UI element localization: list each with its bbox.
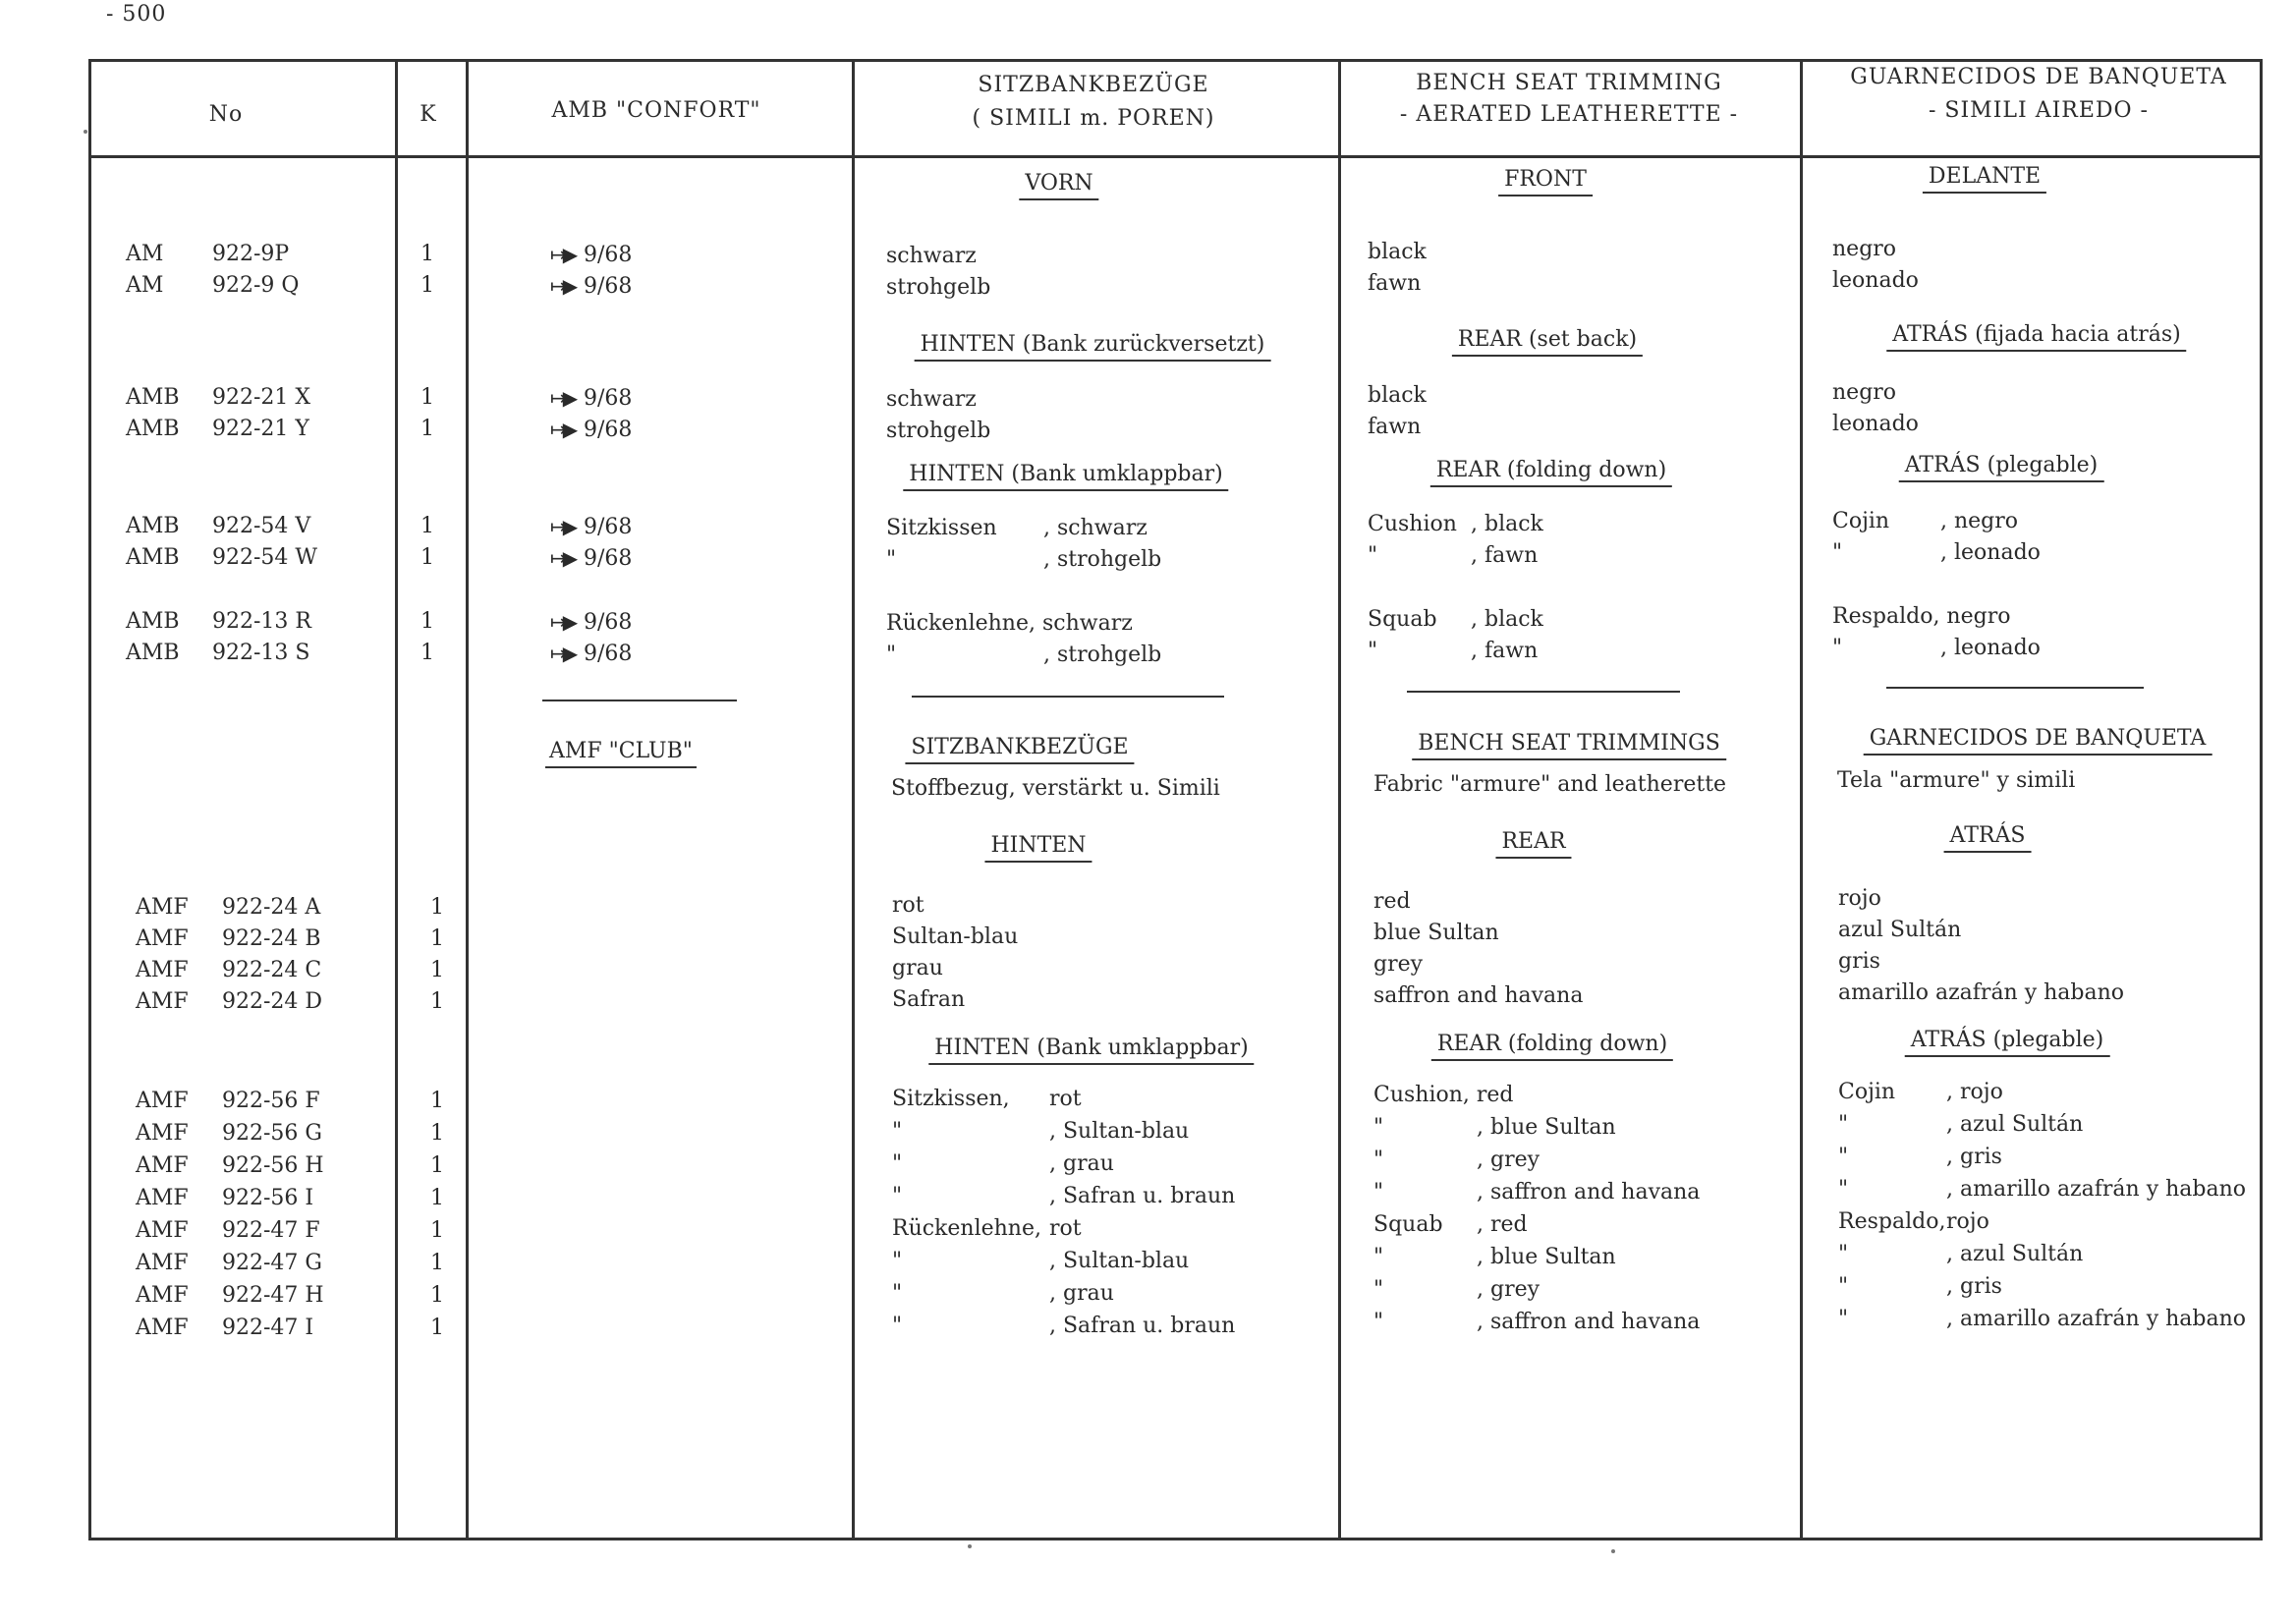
row-desc-en-b: , grey xyxy=(1477,1277,1540,1302)
row-desc-de: schwarz xyxy=(886,244,977,268)
arrow-right-icon: ↦▶ xyxy=(550,386,575,410)
col-divider-2 xyxy=(466,59,469,1540)
row-desc-de: rot xyxy=(892,893,924,918)
row-part-number: 922-47 I xyxy=(222,1316,314,1340)
row-prefix: AMF xyxy=(136,1218,189,1243)
row-desc-es: leonado xyxy=(1832,412,1919,436)
row-desc-de-b: , grau xyxy=(1049,1281,1114,1306)
heading-atras-fijada: ATRÁS (fijada hacia atrás) xyxy=(1886,322,2186,352)
row-quantity: 1 xyxy=(420,514,434,538)
header-de-1: SITZBANKBEZÜGE xyxy=(978,73,1209,97)
row-desc-en-a: Squab xyxy=(1373,1212,1443,1237)
row-part-number: 922-47 G xyxy=(222,1251,322,1275)
row-quantity: 1 xyxy=(420,545,434,570)
row-desc-es-a: Cojin xyxy=(1838,1080,1896,1104)
text-tela: Tela "armure" y simili xyxy=(1837,768,2076,793)
row-desc-en-b: , red xyxy=(1477,1212,1528,1237)
page-number: - 500 xyxy=(106,2,167,27)
row-desc-es: negro xyxy=(1832,237,1897,261)
row-part-number: 922-13 R xyxy=(212,609,311,634)
row-date-value: 9/68 xyxy=(584,418,633,442)
header-de-2: ( SIMILI m. POREN) xyxy=(972,106,1215,131)
row-prefix: AMF xyxy=(136,1186,189,1210)
header-en-2: - AERATED LEATHERETTE - xyxy=(1399,102,1739,127)
heading-atras-2: ATRÁS xyxy=(1944,823,2032,853)
row-desc-en-a: " xyxy=(1373,1245,1384,1269)
arrow-right-icon: ↦▶ xyxy=(550,610,575,634)
arrow-right-icon: ↦▶ xyxy=(550,243,575,266)
row-desc-es-b: , rojo xyxy=(1946,1080,2003,1104)
row-date-value: 9/68 xyxy=(584,386,633,411)
row-date xyxy=(550,545,632,572)
row-prefix: AMF xyxy=(136,1153,189,1178)
row-desc-en-b: , blue Sultan xyxy=(1477,1115,1616,1140)
row-desc-es: azul Sultán xyxy=(1838,918,1962,942)
row-desc-es-b: , gris xyxy=(1946,1274,2002,1299)
row-part-number: 922-56 F xyxy=(222,1089,320,1113)
row-desc-es-b: , azul Sultán xyxy=(1946,1112,2084,1137)
row-desc-de-a: " xyxy=(892,1281,903,1306)
row-desc-de: strohgelb xyxy=(886,419,991,443)
row-desc-de-a: " xyxy=(892,1151,903,1176)
row-desc-de: strohgelb xyxy=(886,275,991,300)
row-desc-de-b: , schwarz xyxy=(1043,516,1148,540)
row-desc-en-b: , fawn xyxy=(1471,639,1539,663)
heading-rear-set-back: REAR (set back) xyxy=(1452,327,1643,357)
row-desc-es-a: " xyxy=(1838,1274,1849,1299)
scan-speck xyxy=(1611,1549,1615,1553)
row-desc-de-a: " xyxy=(886,643,897,667)
arrow-right-icon: ↦▶ xyxy=(550,546,575,570)
col-divider-1 xyxy=(395,59,398,1540)
row-desc-de-a: " xyxy=(892,1184,903,1208)
row-prefix: AMB xyxy=(126,417,180,441)
row-quantity: 1 xyxy=(420,385,434,410)
row-desc-de-b: , Sultan-blau xyxy=(1049,1249,1190,1273)
header-es-1: GUARNECIDOS DE BANQUETA xyxy=(1850,65,2227,89)
row-desc-en-a: Cushion, red xyxy=(1373,1083,1514,1107)
row-desc-de-a: Rückenlehne, xyxy=(892,1216,1041,1241)
row-desc-en-a: " xyxy=(1373,1180,1384,1204)
row-desc-de-a: " xyxy=(892,1249,903,1273)
heading-atras-plegable-2: ATRÁS (plegable) xyxy=(1905,1028,2110,1057)
row-prefix: AMF xyxy=(136,926,189,951)
row-prefix: AMB xyxy=(126,545,180,570)
row-desc-de-b: rot xyxy=(1049,1216,1082,1241)
row-desc-en-a: Cushion xyxy=(1368,512,1457,536)
row-quantity: 1 xyxy=(430,958,444,982)
row-desc-en: fawn xyxy=(1368,415,1422,439)
row-part-number: 922-21 X xyxy=(212,385,311,410)
row-prefix: AMB xyxy=(126,609,180,634)
row-desc-de-b: , Sultan-blau xyxy=(1049,1119,1190,1144)
row-desc-de-a: " xyxy=(886,547,897,572)
row-part-number: 922-9P xyxy=(212,242,290,266)
row-desc-es: rojo xyxy=(1838,886,1881,911)
row-desc-en-b: , saffron and havana xyxy=(1477,1180,1701,1204)
heading-bench-2: BENCH SEAT TRIMMINGS xyxy=(1412,731,1726,760)
row-date-value: 9/68 xyxy=(584,610,633,635)
arrow-right-icon: ↦▶ xyxy=(550,418,575,441)
row-part-number: 922-56 I xyxy=(222,1186,314,1210)
heading-vorn: VORN xyxy=(1019,171,1098,200)
row-quantity: 1 xyxy=(430,1153,444,1178)
header-en-1: BENCH SEAT TRIMMING xyxy=(1416,71,1722,95)
heading-rear-fold-2: REAR (folding down) xyxy=(1431,1032,1673,1061)
row-desc-en: red xyxy=(1373,889,1411,914)
row-quantity: 1 xyxy=(430,1186,444,1210)
separator-de xyxy=(912,696,1224,698)
row-desc-es-b: , negro xyxy=(1940,509,2019,533)
row-desc-de: grau xyxy=(892,956,943,980)
row-part-number: 922-54 W xyxy=(212,545,318,570)
row-desc-en-b: , fawn xyxy=(1471,543,1539,568)
row-desc-es-a: " xyxy=(1832,636,1843,660)
row-prefix: AMF xyxy=(136,1316,189,1340)
row-date-value: 9/68 xyxy=(584,274,633,299)
heading-hinten-fold-2: HINTEN (Bank umklappbar) xyxy=(928,1036,1254,1065)
text-stoff: Stoffbezug, verstärkt u. Simili xyxy=(891,776,1220,801)
row-desc-de: Sultan-blau xyxy=(892,924,1019,949)
separator-en xyxy=(1407,691,1680,693)
row-quantity: 1 xyxy=(430,1121,444,1146)
row-prefix: AMF xyxy=(136,895,189,920)
scan-speck xyxy=(84,130,87,134)
row-part-number: 922-21 Y xyxy=(212,417,309,441)
row-quantity: 1 xyxy=(430,1251,444,1275)
heading-rear-2: REAR xyxy=(1495,829,1571,859)
row-quantity: 1 xyxy=(430,1283,444,1308)
row-part-number: 922-54 V xyxy=(212,514,311,538)
row-desc-es-b: , amarillo azafrán y habano xyxy=(1946,1177,2247,1202)
row-desc-en-b: , blue Sultan xyxy=(1477,1245,1616,1269)
row-quantity: 1 xyxy=(430,1218,444,1243)
row-desc-de-a: " xyxy=(892,1314,903,1338)
row-desc-en: blue Sultan xyxy=(1373,921,1499,945)
row-desc-en-a: Squab xyxy=(1368,607,1437,632)
row-date xyxy=(550,273,632,300)
row-prefix: AMF xyxy=(136,989,189,1014)
row-part-number: 922-24 D xyxy=(222,989,323,1014)
row-desc-es-a: " xyxy=(1838,1145,1849,1169)
row-desc-es-a: " xyxy=(1832,540,1843,565)
row-quantity: 1 xyxy=(430,1316,444,1340)
row-desc-de: schwarz xyxy=(886,387,977,412)
row-date xyxy=(550,641,632,667)
row-date xyxy=(550,417,632,443)
row-part-number: 922-24 C xyxy=(222,958,322,982)
row-desc-es-b: , leonado xyxy=(1940,540,2041,565)
heading-garnec-2: GARNECIDOS DE BANQUETA xyxy=(1864,726,2212,756)
row-desc-de-a: Sitzkissen, xyxy=(892,1087,1010,1111)
row-part-number: 922-24 B xyxy=(222,926,321,951)
row-desc-es-a: " xyxy=(1838,1177,1849,1202)
row-prefix: AMB xyxy=(126,385,180,410)
header-k: K xyxy=(420,102,437,127)
row-desc-es-a: " xyxy=(1838,1112,1849,1137)
heading-atras-plegable: ATRÁS (plegable) xyxy=(1899,453,2104,482)
row-quantity: 1 xyxy=(420,242,434,266)
row-part-number: 922-47 H xyxy=(222,1283,324,1308)
row-desc-es: gris xyxy=(1838,949,1880,974)
row-desc-en-b: , black xyxy=(1471,607,1543,632)
row-desc-es-a: Cojin xyxy=(1832,509,1890,533)
separator-es xyxy=(1886,687,2144,689)
header-model: AMB "CONFORT" xyxy=(551,98,761,123)
row-desc-es-b: , leonado xyxy=(1940,636,2041,660)
arrow-right-icon: ↦▶ xyxy=(550,642,575,665)
row-date-value: 9/68 xyxy=(584,243,633,267)
row-desc-en: black xyxy=(1368,383,1427,408)
row-date-value: 9/68 xyxy=(584,515,633,539)
row-desc-en-a: " xyxy=(1368,543,1378,568)
row-prefix: AMF xyxy=(136,1089,189,1113)
row-quantity: 1 xyxy=(430,926,444,951)
row-prefix: AMB xyxy=(126,641,180,665)
arrow-right-icon: ↦▶ xyxy=(550,515,575,538)
row-desc-es-a: Respaldo, xyxy=(1838,1209,1946,1234)
row-date-value: 9/68 xyxy=(584,642,633,666)
row-part-number: 922-9 Q xyxy=(212,273,300,298)
heading-delante: DELANTE xyxy=(1923,164,2046,194)
header-rule xyxy=(88,155,2263,158)
row-prefix: AMB xyxy=(126,514,180,538)
row-desc-en: fawn xyxy=(1368,271,1422,296)
row-desc-de-b: , strohgelb xyxy=(1043,547,1162,572)
row-prefix: AM xyxy=(126,242,164,266)
row-desc-de-b: , grau xyxy=(1049,1151,1114,1176)
row-desc-de-a: Rückenlehne, schwarz xyxy=(886,611,1133,636)
row-part-number: 922-56 G xyxy=(222,1121,322,1146)
row-desc-en-b: , grey xyxy=(1477,1148,1540,1172)
row-desc-en-a: " xyxy=(1368,639,1378,663)
row-desc-es-a: Respaldo, negro xyxy=(1832,604,2011,629)
heading-hinten-2: HINTEN xyxy=(984,833,1092,863)
row-desc-de-b: , strohgelb xyxy=(1043,643,1162,667)
row-desc-es: amarillo azafrán y habano xyxy=(1838,980,2125,1005)
row-desc-de-b: , Safran u. braun xyxy=(1049,1314,1236,1338)
row-quantity: 1 xyxy=(430,989,444,1014)
heading-hinten-fold: HINTEN (Bank umklappbar) xyxy=(903,462,1228,491)
header-es-2: - SIMILI AIREDO - xyxy=(1928,98,2150,123)
row-desc-es: leonado xyxy=(1832,268,1919,293)
col-divider-3 xyxy=(852,59,855,1540)
row-quantity: 1 xyxy=(430,1089,444,1113)
scan-speck xyxy=(968,1544,972,1548)
row-prefix: AM xyxy=(126,273,164,298)
row-desc-de: Safran xyxy=(892,987,966,1012)
row-quantity: 1 xyxy=(420,417,434,441)
row-prefix: AMF xyxy=(136,1121,189,1146)
row-date-value: 9/68 xyxy=(584,546,633,571)
row-prefix: AMF xyxy=(136,958,189,982)
row-desc-es-b: , gris xyxy=(1946,1145,2002,1169)
row-part-number: 922-13 S xyxy=(212,641,310,665)
row-quantity: 1 xyxy=(420,641,434,665)
row-prefix: AMF xyxy=(136,1251,189,1275)
row-quantity: 1 xyxy=(430,895,444,920)
row-desc-en-a: " xyxy=(1373,1277,1384,1302)
text-fabric: Fabric "armure" and leatherette xyxy=(1373,772,1727,797)
row-prefix: AMF xyxy=(136,1283,189,1308)
row-part-number: 922-47 F xyxy=(222,1218,320,1243)
separator-model xyxy=(542,700,737,701)
row-desc-en-a: " xyxy=(1373,1148,1384,1172)
row-desc-es-b: , azul Sultán xyxy=(1946,1242,2084,1266)
row-date xyxy=(550,514,632,540)
row-part-number: 922-24 A xyxy=(222,895,321,920)
header-no: No xyxy=(208,102,244,127)
row-desc-en-b: , black xyxy=(1471,512,1543,536)
row-date xyxy=(550,385,632,412)
row-part-number: 922-56 H xyxy=(222,1153,324,1178)
row-quantity: 1 xyxy=(420,609,434,634)
col-divider-5 xyxy=(1800,59,1803,1540)
row-desc-en: saffron and havana xyxy=(1373,983,1584,1008)
row-desc-es-b: rojo xyxy=(1946,1209,1989,1234)
heading-amf-club: AMF "CLUB" xyxy=(545,739,697,768)
row-desc-es-a: " xyxy=(1838,1307,1849,1331)
row-desc-en: grey xyxy=(1373,952,1424,977)
row-desc-de-a: Sitzkissen xyxy=(886,516,997,540)
row-desc-en-b: , saffron and havana xyxy=(1477,1310,1701,1334)
heading-rear-fold: REAR (folding down) xyxy=(1430,458,1672,487)
row-date xyxy=(550,609,632,636)
row-desc-es-a: " xyxy=(1838,1242,1849,1266)
row-desc-de-a: " xyxy=(892,1119,903,1144)
row-desc-es: negro xyxy=(1832,380,1897,405)
col-divider-4 xyxy=(1338,59,1341,1540)
row-date xyxy=(550,242,632,268)
row-desc-de-b: rot xyxy=(1049,1087,1082,1111)
row-desc-en: black xyxy=(1368,240,1427,264)
heading-sitzbank-2: SITZBANKBEZÜGE xyxy=(905,735,1134,764)
row-desc-es-b: , amarillo azafrán y habano xyxy=(1946,1307,2247,1331)
arrow-right-icon: ↦▶ xyxy=(550,274,575,298)
heading-front: FRONT xyxy=(1498,167,1593,196)
row-desc-en-a: " xyxy=(1373,1115,1384,1140)
heading-hinten-set-back: HINTEN (Bank zurückversetzt) xyxy=(915,332,1271,362)
row-desc-de-b: , Safran u. braun xyxy=(1049,1184,1236,1208)
row-quantity: 1 xyxy=(420,273,434,298)
row-desc-en-a: " xyxy=(1373,1310,1384,1334)
